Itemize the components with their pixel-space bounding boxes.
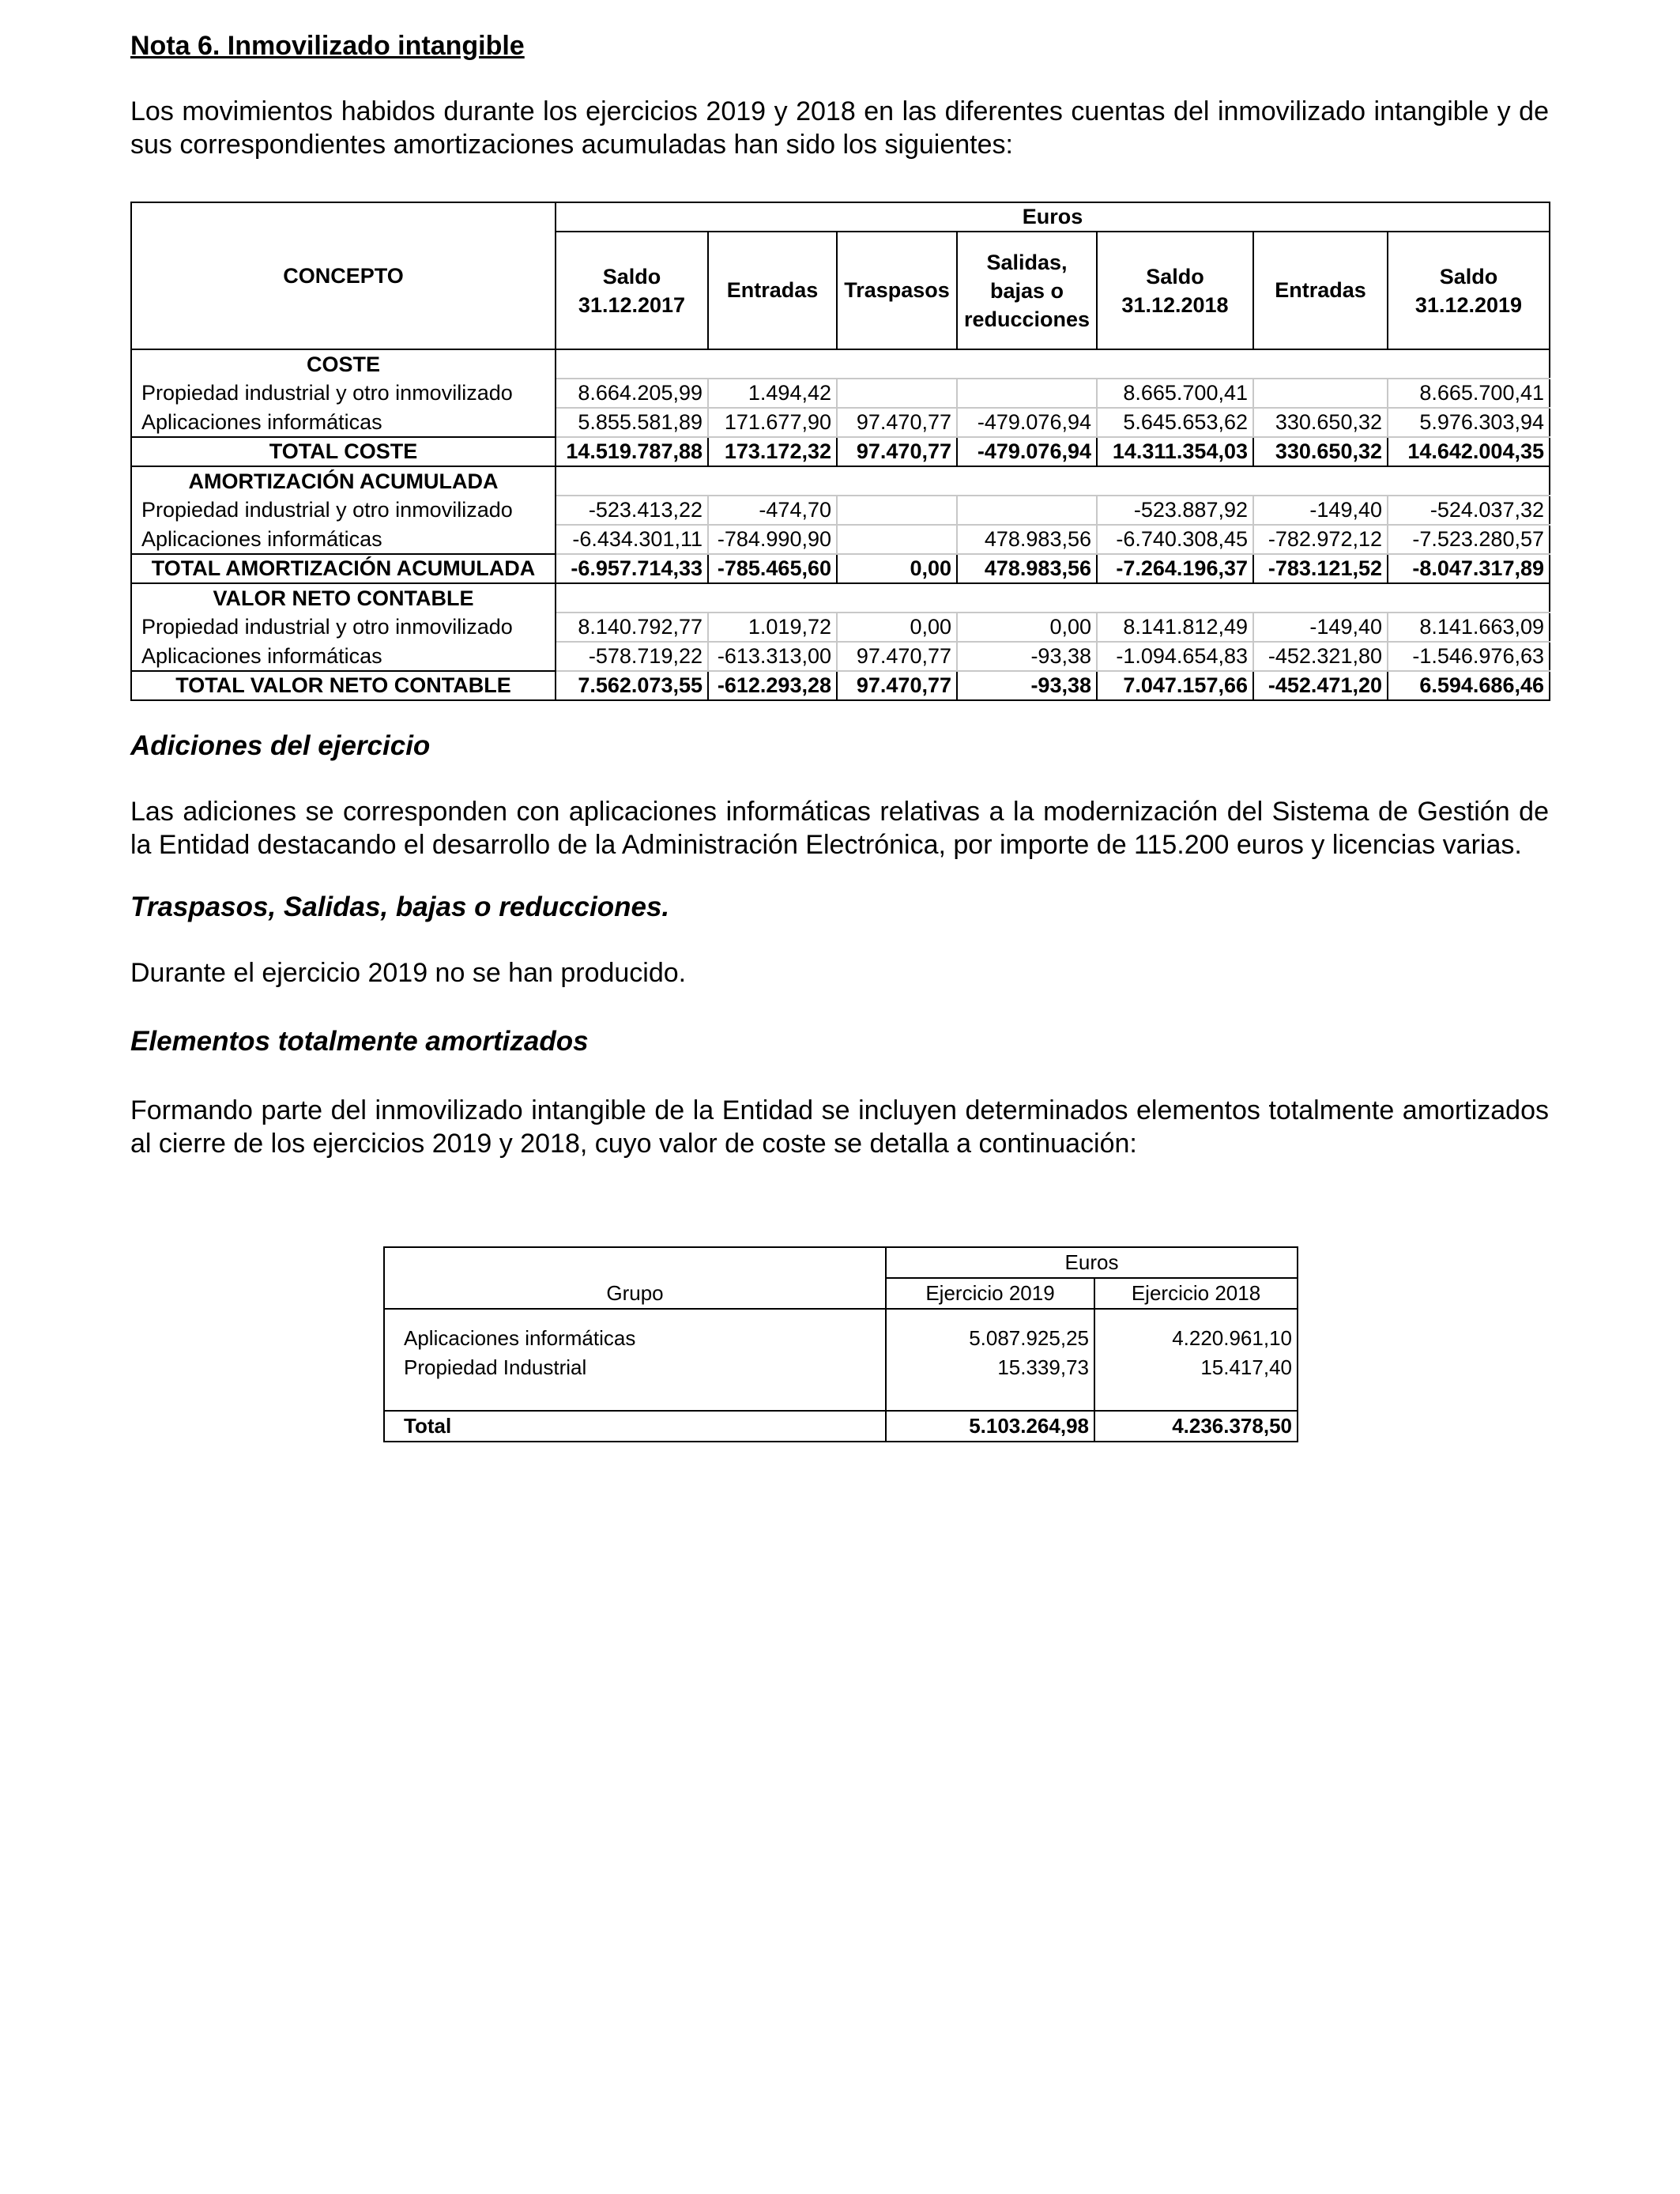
elementos-paragraph: Formando parte del inmovilizado intangible de la Entidad se incluyen determinados elementos totalmente amortizados al cierre de los ejercicios 2019 y 2018, cuyo valor de coste se detalla a continuación:	[130, 1095, 1549, 1159]
body-sections	[130, 729, 1549, 1160]
column-header: Saldo 31.12.2017	[556, 232, 708, 349]
section-label: AMORTIZACIÓN ACUMULADA	[131, 466, 556, 496]
column-header: Salidas, bajas o reducciones	[957, 232, 1097, 349]
table-row: Propiedad Industrial 15.339,73 15.417,40	[384, 1353, 1298, 1382]
col-2018-header: Ejercicio 2018	[1094, 1278, 1298, 1309]
traspasos-heading: Traspasos, Salidas, bajas o reducciones.	[130, 892, 670, 922]
section-heading: Nota 6. Inmovilizado intangible	[130, 31, 525, 61]
section-label: VALOR NETO CONTABLE	[131, 583, 556, 613]
table-row: Propiedad industrial y otro inmovilizado -523.413,22 -474,70 -523.887,92 -149,40 -524.037,32	[131, 496, 1550, 525]
column-header: Saldo 31.12.2019	[1388, 232, 1550, 349]
section-label: COSTE	[131, 349, 556, 379]
intro-paragraph: Los movimientos habidos durante los ejercicios 2019 y 2018 en las diferentes cuentas del inmovilizado intangible y de sus correspondientes amortizaciones acumuladas han sido los siguientes:	[130, 96, 1549, 160]
table-row: Aplicaciones informáticas -578.719,22 -613.313,00 97.470,77 -93,38 -1.094.654,83 -452.321,80 -1.546.976,63	[131, 642, 1550, 671]
table-row: Aplicaciones informáticas 5.855.581,89 171.677,90 97.470,77 -479.076,94 5.645.653,62 330.650,32 5.976.303,94	[131, 408, 1550, 437]
currency-header: Euros	[556, 202, 1550, 232]
traspasos-paragraph: Durante el ejercicio 2019 no se han producido.	[130, 958, 687, 988]
column-header: Traspasos	[837, 232, 957, 349]
total-row: TOTAL AMORTIZACIÓN ACUMULADA -6.957.714,33 -785.465,60 0,00 478.983,56 -7.264.196,37 -783.121,52 -8.047.317,89	[131, 554, 1550, 583]
amortized-elements-table	[383, 1246, 1298, 1442]
total-row: TOTAL COSTE 14.519.787,88 173.172,32 97.470,77 -479.076,94 14.311.354,03 330.650,32 14.642.004,35	[131, 437, 1550, 466]
group-header: Grupo	[384, 1278, 886, 1309]
total-row: TOTAL VALOR NETO CONTABLE 7.562.073,55 -612.293,28 97.470,77 -93,38 7.047.157,66 -452.471,20 6.594.686,46	[131, 671, 1550, 700]
adiciones-heading: Adiciones del ejercicio	[130, 730, 431, 761]
column-header: Entradas	[708, 232, 837, 349]
total-row: Total 5.103.264,98 4.236.378,50	[384, 1411, 1298, 1442]
col-2019-header: Ejercicio 2019	[886, 1278, 1094, 1309]
concept-header: CONCEPTO	[131, 202, 556, 349]
table-row: Propiedad industrial y otro inmovilizado 8.140.792,77 1.019,72 0,00 0,00 8.141.812,49 -149,40 8.141.663,09	[131, 613, 1550, 642]
document-page	[130, 28, 1549, 161]
table-row: Aplicaciones informáticas 5.087.925,25 4.220.961,10	[384, 1324, 1298, 1353]
column-header: Saldo 31.12.2018	[1097, 232, 1253, 349]
table-row: Propiedad industrial y otro inmovilizado 8.664.205,99 1.494,42 8.665.700,41 8.665.700,41	[131, 379, 1550, 408]
currency-header: Euros	[886, 1247, 1298, 1278]
table-row: Aplicaciones informáticas -6.434.301,11 -784.990,90 478.983,56 -6.740.308,45 -782.972,12 -7.523.280,57	[131, 525, 1550, 554]
column-header: Entradas	[1253, 232, 1388, 349]
adiciones-paragraph: Las adiciones se corresponden con aplicaciones informáticas relativas a la modernización del Sistema de Gestión de la Entidad destacando el desarrollo de la Administración Electrónica, por importe de 115.200 euros y licencias varias.	[130, 797, 1549, 860]
movements-table	[130, 202, 1550, 701]
elementos-heading: Elementos totalmente amortizados	[130, 1026, 589, 1057]
